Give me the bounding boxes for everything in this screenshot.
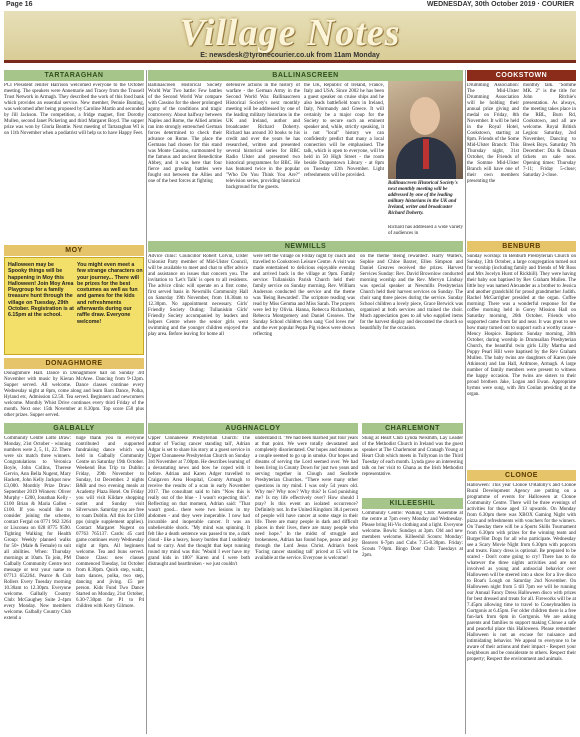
article-charlemont (362, 436, 463, 492)
ballinascreen-col-2 (226, 83, 300, 235)
heading-benburb: BENBURB (467, 241, 576, 252)
masthead-title: Village Notes (179, 12, 401, 54)
article-clonoe (467, 483, 576, 734)
column-rule (146, 70, 147, 734)
cookstown-col-2 (523, 83, 576, 235)
heading-clonoe: CLONOE (467, 470, 576, 481)
heading-donaghmore: DONAGHMORE (4, 358, 144, 369)
heading-cookstown: COOKSTOWN (467, 70, 576, 81)
galbally-right: huge thank you to everyone contributed and supported fundraising dance which was held in Galbally Community Centre on Saturday 19th October. Weekend Bus Trip to Dublin: Friday, 29th November to Sunday, 1st December. 2 nights B&B and two evening meals at Academy Plaza Hotel. On Friday you will visit Kildare shopping outlet and Sunday visit Silverware. Saturday you are free to roam Dublin. All this for £180 pps (single supplement applies). Contact Margaret Nugent on 07763 765137. Cards: 45 card game continues every Wednesday night at 8pm. All beginners welcome. Tea and buns served. Dance Class: new classes commenced Tuesday, 1st October from 8.30pm. Quick step, waltz, barn dances, polka, two step, dancing and jiving. £5 per person. Kids Fund Two Dance Started on Monday, 21st October, 6.30-7.30pm for P1 to P4 children with Kerry Gilmore. (76, 436, 144, 609)
moy-notice (4, 257, 144, 355)
aughnacloy-c2: understand it. "We had been married just four years at that point. We were totally devastated and completely disorientated. Our hopes and dreams as a couple seemed to go up in smoke. Our hopes and dreams of serving the Lord seemed over. We had been living in County Down for just two years and serving together in Clough and Seaforde Presbyterian Churches. "There were many other questions in my mind. I was only 54 years old. Why me? Why now? Why this? Is God punishing me? Is my life effectively over? How should I pray? Is this event an isolated occurrence? Definitely not. In the United Kingdom 38.4 percent of people will have cancer at some stage in their life. There are many people in dark and difficult places in their lives, there are many people who need hope." In the midst of struggle and brokenness, Adrian has found hope, peace and joy through the Lord Jesus Christ. Adrian's book 'Facing cancer standing tall' priced at £5 will be available at the service. Everyone is welcome! (255, 436, 358, 561)
newmills-c1: Advice clinic: Councillor Robert Colvin, Ulster Unionist Party member of Mid-Ulster Council, will be available to meet and chat to offer advice and assistance on issues that concern you. The invitation to 'Let's Talk' is open to all residents. The advice clinic will operate on a first come, first served basis in Newmills Community Hall on Saturday 19th November, from 10.30am to 12.30pm. No appointment necessary. Girls' Friendly Society Outing: Tullaniskin Girls' Friendly Society accompanied by leaders and helpers Centre where the senior girls went swimming and the younger children enjoyed the play area. Before leaving for home all (148, 254, 248, 337)
heading-charlemont: CHARLEMONT (362, 423, 463, 434)
cookstown-c2: monthly talk. "Somme MK. 2" is the title for John Ritchie's presentation. As always, the meeting takes place in the RBL, Burn Rd, Cookstown, and all are welcome. Royal British Legion: Saturday, 2nd November, Dancing to Breek Boys. Saturday 7th December: Dia & Dusan tickets on sale now. Opening times: Thursday 7-11; Friday 5-close; Saturday 2-close. (523, 83, 576, 178)
ballinascreen-after-text: Richard has addressed a wide variety of audiences in (388, 225, 463, 236)
article-killeeshil (362, 511, 463, 734)
photo-caption: Ballinascreen Historical Society's next monthly meeting will be addressed by one of the leading military historians in the UK and Ireland, writer and broadcaster Richard Doherty. (388, 181, 458, 216)
newsdesk-email: E: newsdesk@tyronecourier.co.uk from 11am Monday (200, 52, 380, 59)
charlemont-body: Stung at Heart Club Lynda Nelsmith, Lay Leader of the Methodist Church in Ireland was the guest speaker at The Charlemont and Cranagh Young at Heart Club which meets in Tullyroan in the Third Tuesday of each month. Lynda gave an interesting talk on her visit to Ghana as the Irish Methodist representative. (362, 436, 463, 477)
newmills-c3: on the theme 'Being rewarded'. Harry Walters, Sophie and Chloe Baxter, Ellen Simpson and Daniel Greaves received the prizes. Harvest Services Sunday: Rev. David Brownlow conducted morning worship and the Rev. Mervyn Lindsay was special speaker at Newmills Presbyterian Church held their harvest services on Sunday. The choir sang three pieces during the service. Sunday School children a lovely piece, Grace Berwick was organized at both services and trained the choir. Much appreciation goes to all who supplied items for the harvest display and decorated the church so beautifully for the occasion. (360, 254, 463, 331)
clonoe-body: Halloween: This year Clonoe O'Rahilly's and Clonoe Rural Development Agency are putting on a programme of events for Halloween at Clonoe Community Centre. There will be three evenings of activities for those aged 13 upwards. On Monday from 6.30pm there was XBOX Gaming Night with pizza and refreshments with vouchers for the winners. On Tuesday there will be a Sports Skills Tournament from 6.30pm with prizes for the winning team and Burger/Hot Dogs for all who participate. Wednesday see a Scary Movie Night from 6.30pm with popcorn and treats. Fancy dress is optional. Be prepared to be scared - Don't come going to cry! There has to do whatever the three nights activities and are not involved as young and antisocial behavior over Halloween will be steered into a show for a live disco to Boat's Lough on Saturday 2nd November. On Halloween night from 5 till 7pm we will be running our Annual Fancy Dress Halloween disco with prizes for best dressed and treats for all. Fireworks will be at 7.45pm allowing time to travel to Coneybradden in Gortgonis at 6.45pm. For older children there is a free fun-lark from 6pm in Gortgonis. We are asking parents and families to support making Clonoe a safe and peaceful place this Halloween. Please remember Halloween is not an excuse for nuisance and intimidating behavior. We appeal to everyone to be aware of their actions and their impact - Respect your neighbours and be considerate to others. Respect their property; Respect the environment and animals. (467, 483, 576, 662)
moy-left: Halloween may be Spooky things will be happening in Moy this Halloween! Join Moy Area Playgroup for a family treasure hunt through the village on Tuesday, 29th October. Registration is at 6.15pm at the school. (8, 262, 74, 319)
newmills-col-2 (253, 254, 355, 419)
heading-killeeshil: KILLEESHIL (362, 498, 463, 509)
heading-galbally: GALBALLY (4, 423, 144, 434)
richard-doherty-photo (388, 81, 463, 179)
ballinascreen-c1: Ballinascreen Historical Society World War Two battle: Few battles of the Second World War compare with Cassino for the sheer prolonged agony of the conditions and tragic controversy. About halfway between Naples and Rome, the Allied armies ran into strongly entrenched German forces determined to check their advance on Rome. The place the Germans had chosen for this stand was Monte Cassino, surmounted by the famous and ancient Benedictine Abbey, and it was here that four fierce and grueling battles were fought out between the Allies and one of the best forces at fighting (148, 83, 222, 184)
cookstown-col-1 (467, 83, 519, 235)
newmills-c2: were left the village on Friday night by coach and travelled to Cookstown Leisure Centre. A visit was made entertained to delicious enjoyable evening and arrived back in the village at 9pm. Family service: Tullaniskin Parish Church held their family service on Sunday morning. Rev. William Anderson conducted the service and the theme was 'Being Rewarded'. The scripture reading was read by Miss Gemma and Miss Sarah. The prayers were led by Olivia. Hanna, Rebecca Richardson, Rebecca Montgomery and Daniel Greaves. The Sunday School children then sang 'God loves me' and the ever popular Peppa Pig videos were shown reflecting (253, 254, 355, 337)
galbally-col-1 (4, 436, 71, 734)
cookstown-c1: Drumming Association: The Mid-Ulster Drumming Association will be holding their annual prize giving and medal on Friday, 8th November. It will be held in the Royal Hotel, Cookstown, starting at 8pm. Friends of the Some Mid-Ulster Branch: This Thursday night, 31st October, the Friends of the Somme Mid-Ulster Branch will have one of their own members presenting the (467, 83, 519, 184)
heading-tartaraghan: TARTARAGHAN (4, 70, 144, 81)
newmills-col-3 (360, 254, 463, 419)
heading-newmills: NEWMILLS (148, 241, 463, 252)
galbally-col-2 (76, 436, 144, 734)
article-donaghmore (4, 371, 144, 421)
aughnacloy-col-1 (148, 436, 250, 734)
heading-moy: MOY (4, 245, 144, 256)
benburb-body: Sunday worship: In Benburb Presbyterian Church on Sunday, 13th October, a large congregation turned out for worship (including family and friends of Mr Ross and Mrs Jocelyn Hurst of Rickhill). They were having their baby son baptised by Rev Graham Mullen. The little boy was named Alexander as a brother to Jessica and another grandchild for proud grandmother Judith. Rachel McGarrigher presided at the organ. Coffee morning: There was a wonderful response for the coffee morning held in Gorey Mission Hall on Saturday morning, 26th October. Friends who supported came from far and near. It was great to see how many turned out to support such a worthy cause - Mency Hospice. Baptism: Sunday morning, 20th October, during worship in Drumsallan Presbyterian Church, the beautiful twin girls Lilly Martha and Poppy Pearl Hill were baptised by the Rev Graham Mullen. The baby twins are daughters of Karen (née Atkinson) and Ian Hall, Ardmore, Armagh. A large number of family members were present to witness the happy occasion. The twins are sisters to their proud brothers Jake, Logan and Ewan. Appropriate hymns were sung, with Jim Conlan presiding at the organ. (467, 254, 576, 397)
donaghmore-body: Donaghmore Hall. Dance in Donaghmore hall on Sunday 3rd November with music by Kieran McAree. Dancing from 9-12pm. Supper served. All welcome. Dance classes continue every Wednesday night at 8pm, come along and learn Barn Dance, Polka, Hyland etc, Admission £2.50. Tea served. Beginners and newcomers welcome. Monthly Whist Drive continues every third Friday of the month. Next one: 15th November at 8.30pm. Top score £50 plus other prizes. Supper served. (4, 371, 144, 418)
moy-right: You might even meet a few strange characters on your journey... There will be prizes for the best costumes as well as fun and games for the kids and refreshments afterwards during our raffle draw. Everyone welcome! (77, 262, 143, 325)
aughnacloy-col-2 (255, 436, 358, 734)
article-tartaraghan (4, 83, 144, 243)
article-benburb (467, 254, 576, 466)
column-rule (465, 70, 466, 734)
newmills-col-1 (148, 254, 248, 419)
galbally-left: Community Centre Lotto Draw: Monday, 21st October - winning numbers were 2, 5, 11, 22. There were six match three winners. Congratulations to Veronica Boyle, John Collins, Therese Gervin, Ann Bella Nugent, Mary Hackett, John Kelly Jackpot now £3,000. Monthly Prize Draw: September 2019 Winners: Oliver Murphy - £200, Jonathan Kelly - £100 Brian & Maria Gallen - £100. If you would like to consider joining the scheme, contact Fergal on 0771 962 3264 or Lisconea on 028 8775 9590. Tighting Walking for Health Group: Weekly planned walks for 50+ (Male & Female) to suit all abilities. When: Thursday mornings at 10am. To join, PM Galbally Community Centre text message or text your name to 07713 652264. Pearce & Cub Rollers Every Tuesday morning 10.30am to 12.30pm. Everyone welcome. Galbally Country Club: McGaughey Suite 2-4pm every Monday. New members welcome. Galbally Country Club extend a (4, 436, 71, 621)
aughnacloy-c1: Upper Clonaneese Presbyterian Church: The author of 'Facing cancer standing tall', Adrian Adgar is set to share his story at a guest service in Upper Clonaneese Presbyterian Church on Sunday 3rd November at 7.00pm. He describes learning of a devastating news and how he coped with it before. Adrian and Karen Adger travelled to Craigavon Area Hospital, County Armagh to receive the results of a scan in early November 2017. The consultant said to him "Now this is really out of the blue - I wasn't expecting this". Reflecting on that moment, Adrian said: "That wasn't good... there were two lesions in my abdomen - and they were inoperable. I now had incurable and inoperable cancer. It was an unbelievable shock. "My mind was spinning. It felt like a death sentence was passed to me, a dark cloud - like a heavy, heavy burden that I suddenly had to carry. And the thought that kept running round my mind was this: 'Would I ever have my grand kids in 180?' Karen and I were both distraught and heartbroken - we just couldn't (148, 436, 250, 567)
ballinascreen-c2: defensive actions in the history of warfare - the German Army in the Second World War. Ballinascreen Historical Society's next monthly meeting will be addressed by one of the leading military historians in the UK and Ireland, author and broadcaster Richard Doherty. Richard has around 30 books to his credit and over the years he has researched, written and presented several historical series for BBC Radio Ulster and presented two historical programmes for BBC. He has featured twice in the popular "Who Do You Think You Are?" television series, providing historical background for the guests. (226, 83, 300, 190)
masthead (4, 11, 576, 63)
tartaraghan-body: PCI President Jenifer Harrison welcomed everyone to the October meeting. The speakers were Annemarie and Tracey from the Trussell Trust Network in Armagh. They described the work of this food bank which provides an essential service. New member, Pennie Bunting, was welcomed after being proposed by Caroline Martin and seconded by Jill Jackson. The competition, a fridge magnet, first Dorothy Mullen, second Janet Pickering and third Margaret Boyd. The supper prize was won by Gloria Beattie. Next meeting of Tartaraghan WI is on 11th November when a podiatrist will help us to have Happy Feet. (4, 83, 144, 136)
publication-date: WEDNESDAY, 30th October 2019 · COURIER (426, 1, 574, 8)
page-number: Page 16 (6, 1, 33, 8)
ballinascreen-col-3 (304, 83, 384, 235)
ballinascreen-c3: the UK, Republic of Ireland, France, Italy and USA. Since 2002 he has been a guest speaker on cruise ships and he also leads battlefield tours in Ireland, Italy, Normandy and Greece. It will certainly be a major coup for the Society to secure such an eminent speaker and, while, strictly speaking, it is not "local" history we can confidently predict that many a local connection will be emphasised. The talk, which is open to everyone, will be held in 50 High Street - the room beside Draperstown Library - at 8pm on Tuesday 12th November. Light refreshments will be provided. (304, 83, 384, 178)
heading-aughnacloy: AUGHNACLOY (148, 423, 358, 434)
killeeshil-body: Community Centre: Walking Club: Assemble at the centre at 7pm every Monday and Wednesday. Please bring Hi-Vis clothing and a light. Everyone welcome. Bowls: Sundays at 3pm. Old and new members welcome. Killeeshil Scouts: Monday: Beavers 6-7pm and Cubs 7.15-8.30pm. Friday: Scouts 7-9pm. Bingo Door Club: Tuesdays at 2pm. (362, 511, 463, 558)
heading-ballinascreen: BALLINASCREEN (148, 70, 463, 81)
ballinascreen-after (388, 225, 463, 239)
ballinascreen-col-1 (148, 83, 222, 235)
page-topbar (0, 0, 580, 10)
